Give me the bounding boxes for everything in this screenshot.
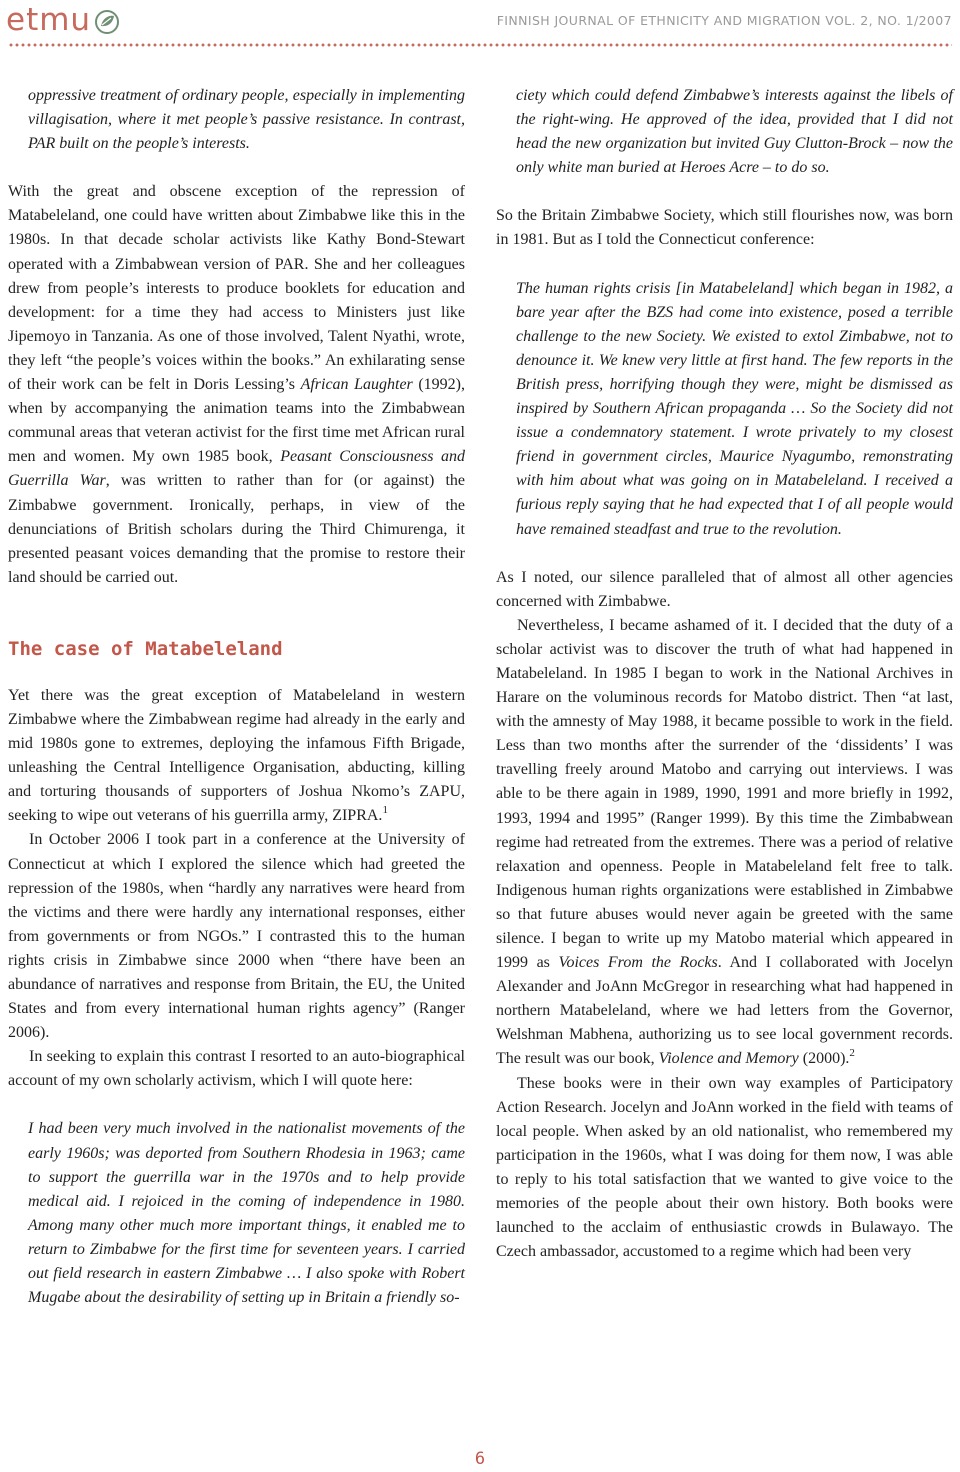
left-paragraph-2: Yet there was the great exception of Matabeleland in western Zimbabwe where the Zimbabwean regime had already in the early and mid 1980s gone to extremes, deploying the infamous Fifth Brigade, unleashing the Central Intelligence Organisation, abducting, killing and torturing thousands of supporters of Joshua Nkomo’s ZAPU, seeking to wipe out veterans of his guerrilla army, ZIPRA.$^1$	[8, 686, 465, 825]
book-title-african-laughter: African Laughter	[300, 376, 413, 394]
journal-logo	[6, 0, 120, 40]
left-paragraph-3: In October 2006 I took part in a conference at the University of Connecticut at which I explored the silence which had greeted the repression of the 1980s, when “hardly any narratives were heard from the victims and there were hardly any international responses, either from governments or from NGOs.” I contrasted this to the human rights crisis in Zimbabwe since 2000 when “there have been an abundance of narratives and response from Britain, the EU, the United States and from every international human rights agency” (Ranger 2006).	[8, 831, 465, 1042]
footnote-marker-2: 2	[849, 1047, 855, 1060]
right-quote-top: ciety which could defend Zimbabwe’s interests against the libels of the right-wing. He approved of the idea, provided that I did not head the new organization but invited Guy Clutton-Brock – now the only white man buried at Heroes Acre – to do so.	[516, 87, 953, 177]
logo-text: etmu	[6, 2, 92, 38]
book-title-voices-from-the-rocks: Voices From the Rocks	[558, 954, 718, 972]
footnote-marker-1: 1	[382, 804, 388, 817]
left-column	[8, 84, 465, 1310]
page-header	[0, 0, 960, 60]
section-heading: The case of Matabeleland	[8, 637, 283, 660]
right-column	[496, 84, 953, 1264]
left-quote-bottom: I had been very much involved in the nationalist movements of the early 1960s; was deported from Southern Rhodesia in 1963; came to support the guerrilla war in the 1970s and to help provide medical aid. I rejoiced in the coming of independence in 1980. Among many other much more important things, it enabled me to return to Zimbabwe for the first time for seventeen years. I carried out field research in eastern Zimbabwe … I also spoke with Robert Mugabe about the desirability of setting up in Britain a friendly so-	[28, 1120, 465, 1307]
right-paragraph-3: Nevertheless, I became ashamed of it. I decided that the duty of a scholar activist was to discover the truth of what had happened in Matabeleland. In 1985 I began to work in the National Archives in Harare on the voluminous records for Matobo district. Then “at last, with the amnesty of May 1988, it became possible to work in the field. Less than two months after the surrender of the ‘dissidents’ I was travelling freely around Matobo and carrying out interviews. I was able to be there again in 1989, 1990, 1991 and more briefly in 1992, 1993, 1994 and 1995” (Ranger 1999). By this time the Zimbabwean regime had retreated from the extremes. There was a period of relative relaxation and openness. People in Matabeleland felt free to talk. Indigenous human rights organizations were established in Zimbabwe so that future abuses would never again be greeted with the same silence. I began to write up my Matobo material which appeared in 1999 as Voices From the Rocks. And I collaborated with Jocelyn Alexander and JoAnn McGregor in researching what had happened in northern Matabeleland, where we had letters from the Governor, Welshman Mabhena, authorizing us to see local government records. The result was our book, Violence and Memory (2000).$^2$	[496, 616, 954, 1068]
page-number: 6	[474, 1449, 486, 1469]
right-quote-mid: The human rights crisis [in Matabeleland] which began in 1982, a bare year after the BZS had come into existence, posed a terrible challenge to the new Society. We existed to extol Zimbabwe, not to denounce it. We knew very little at first hand. The few reports in the British press, horrifying though they were, might be dismissed as inspired by Southern African propaganda … So the Society did not issue a condemnatory statement. I wrote privately to my closest friend in government circles, Maurice Nyagumbo, remonstrating with him about what was going on in Matabeleland. I received a furious reply saying that he had expected that I of all people would have remained steadfast and true to the revolution.	[516, 279, 953, 538]
journal-title: FINNISH JOURNAL OF ETHNICITY AND MIGRATION VOL. 2, NO. 1/2007	[496, 13, 952, 28]
right-paragraph-1: So the Britain Zimbabwe Society, which still flourishes now, was born in 1981. But as I told the Connecticut conference:	[496, 207, 953, 249]
logo-leaf-icon	[94, 9, 120, 35]
book-title-violence-and-memory: Violence and Memory	[658, 1050, 799, 1068]
left-paragraph-4: In seeking to explain this contrast I resorted to an auto-biographical account of my own scholarly activism, which I will quote here:	[8, 1048, 465, 1090]
header-dotted-rule	[8, 43, 952, 47]
right-paragraph-4: These books were in their own way examples of Participatory Action Research. Jocelyn and JoAnn worked in the field with teams of local people. When asked by an old nationalist, who remembered my participation in the 1960s, what I was doing for them now, I was able to reply to his total satisfaction that we wanted to give voice to the memories of the people about their own history. Both books were launched to the acclaim of enthusiastic crowds in Bulawayo. The Czech ambassador, accustomed to a regime which had been very	[496, 1074, 953, 1261]
book-title-peasant-consciousness: Peasant Consciousness and Guerrilla War	[8, 448, 466, 490]
left-paragraph-1: With the great and obscene exception of the repression of Matabeleland, one could have written about Zimbabwe like this in the 1980s. In that decade scholar activists like Kathy Bond-Stewart operated with a Zimbabwean version of PAR. She and her colleagues drew from people’s interests to produce booklets for education and development: for a time they had access to Ministers just like Jipemoyo in Tanzania. As one of those involved, Talent Nyathi, wrote, they left “the people’s voices within the books.” An exhilarating sense of their work can be felt in Doris Lessing’s African Laughter (1992), when by accompanying the animation teams into the Zimbabwean communal areas that veteran activist for the first time met African rural men and women. My own 1985 book, Peasant Consciousness and Guerrilla War, was written to rather than for (or against) the Zimbabwe government. Ironically, perhaps, in view of the denunciations of British scholars during the Third Chimurenga, it presented peasant voices demanding that the promise to restore their land should be carried out.	[8, 183, 466, 586]
right-paragraph-2: As I noted, our silence paralleled that of almost all other agencies concerned with Zimbabwe.	[496, 568, 953, 610]
left-quote-top: oppressive treatment of ordinary people, especially in implementing villagisation, where it met people’s passive resistance. In contrast, PAR built on the people’s interests.	[28, 87, 465, 153]
